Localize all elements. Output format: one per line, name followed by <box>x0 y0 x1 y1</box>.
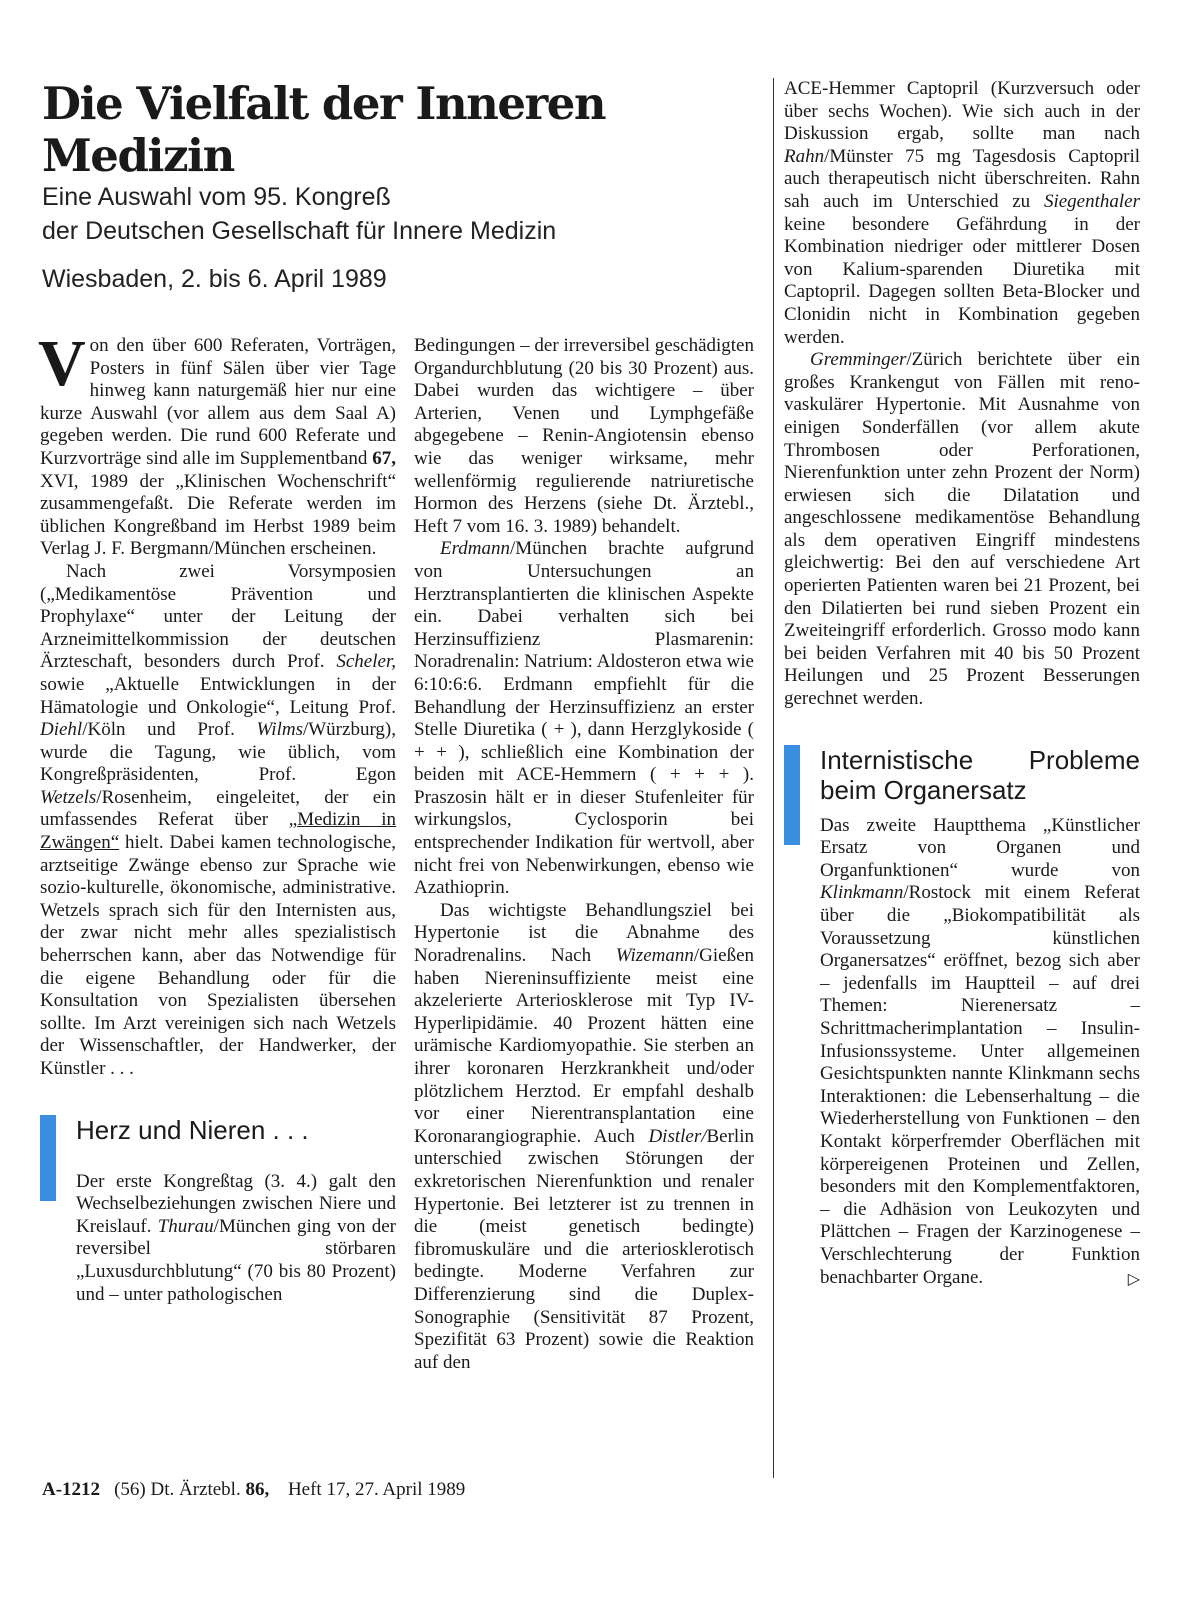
footer-issue: Heft 17, 27. April 1989 <box>287 1479 466 1500</box>
page-footer <box>42 1479 465 1501</box>
talk-title: „Medizin in Zwängen“ <box>40 809 397 854</box>
paragraph: Nach zwei Vorsymposien („Medikamentöse Prävention und Prophylaxe“ unter der Leitung der Arzneimittelkommission der deutschen Ärzteschaft, besonders durch Prof. Scheler, sowie „Aktuelle Entwicklungen in der Hämatologie und Onkologie“, Leitung Prof. Diehl/Köln und Prof. Wilms/Würzburg), wurde die Tagung, wie üblich, vom Kongreßpräsidenten, Prof. Egon Wetzels/Rosenheim, eingeleitet, der ein umfassendes Referat über „Medizin in Zwängen“ hielt. Dabei kamen technologische, arztseitige Zwänge ebenso zur Sprache wie sozio-kulturelle, ökonomische, administrative. Wetzels sprach sich für den Internisten aus, der zwar nicht mehr alles spezialistisch beherrschen kann, aber das Notwendige für die eigene Behandlung oder für die Konsultation von Spezialisten übersehen sollte. Im Arzt vereinigen sich nach Wetzels der Wissenschaftler, der Handwerker, der Künstler . . . <box>40 560 397 1079</box>
person-name: Rahn <box>784 145 825 167</box>
person-name: Gremminger <box>810 349 907 371</box>
section-heading-organersatz <box>784 745 1140 1289</box>
continue-arrow-icon: ▷ <box>1127 1270 1140 1288</box>
person-name: Thurau <box>157 1215 214 1237</box>
person-name: Wilms <box>256 719 303 741</box>
person-name: Distler/ <box>648 1125 707 1147</box>
person-name: Wetzels <box>40 786 97 808</box>
person-name: Wizemann <box>615 945 694 967</box>
accent-bar <box>784 745 800 845</box>
column-2 <box>414 335 754 1374</box>
column-1 <box>38 327 397 1314</box>
paragraph: Bedingungen – der irreversibel geschädigten Organdurchblutung (20 bis 30 Prozent) aus. Dabei wurden das wichtigere – über Arterien, Venen und Lymphgefäße abgegebene – Renin-Angiotensin ebenso wie das weniger wirksame, mehr wellenförmig regulierende natriuretische Hormon des Herzens (siehe Dt. Ärztebl., Heft 7 vom 16. 3. 1989) behandelt. <box>414 335 754 537</box>
paragraph: Erdmann/München brachte aufgrund von Untersuchungen an Herztransplantierten die klinischen Aspekte ein. Dabei verhalten sich bei Herzinsuffizienz Plasmarenin: Noradrenalin: Natrium: Aldosteron etwa wie 6:10:6:6. Erdmann empfiehlt für die Behandlung der Herzinsuffizienz an erster Stelle Diuretika ( + ), dann Herzglykoside ( + + ), schließlich eine Kombination der beiden mit ACE-Hemmern ( + + + ). Praszosin hält er in dieser Stufenleiter für wirkungslos, Cyclosporin bei entsprechender Indikation für wertvoll, aber nicht frei von Nebenwirkungen, ebenso wie Azathioprin. <box>414 538 754 899</box>
paragraph: ACE-Hemmer Captopril (Kurzversuch oder über sechs Wochen). Wie sich auch in der Diskussion ergab, sollte man nach Rahn/Münster 75 mg Tagesdosis Captopril auch therapeutisch nicht überschreiten. Rahn sah auch im Unterschied zu Siegenthaler keine besondere Gefährdung in der Kombination niedriger oder mittlerer Dosen von Kalium-sparenden Diuretika mit Captopril. Dagegen sollten Beta-Blocker und Clonidin nicht in Kombination gegeben werden. <box>784 78 1140 348</box>
page-number: A-1212 <box>42 1479 101 1500</box>
person-name: Scheler, <box>336 651 396 673</box>
paragraph: Von den über 600 Referaten, Vorträgen, Posters in fünf Sälen über vier Tage hinweg kann naturgemäß hier nur eine kurze Auswahl (vor allem aus dem Saal A) gegeben werden. Die rund 600 Referate und Kurzvorträge sind alle im Supplementband 67, XVI, 1989 der „Klinischen Wochenschrift“ zusammengefaßt. Die Referate werden im üblichen Kongreßband im Herbst 1989 beim Verlag J. F. Bergmann/München erscheinen. <box>38 327 397 560</box>
paragraph: Gremminger/Zürich berichtete über ein großes Krankengut von Fällen mit reno-vaskulärer Hypertonie. Mit Ausnahme von einigen Sonderfällen (vor allem akute Thrombosen oder Perforationen, Nierenfunktion unter zehn Prozent der Norm) erwiesen sich die Dilatation und angeschlossene medikamentöse Behandlung als dem operativen Eingriff mindestens gleichwertig: Bei den auf verschiedene Art operierten Patienten waren bei 21 Prozent, bei den Dilatierten bei rund sieben Prozent ein Zweiteingriff erforderlich. Grosso modo kann bei beiden Verfahren mit 40 bis 50 Prozent Heilungen und 25 Prozent Besserungen gerechnet werden. <box>784 349 1140 710</box>
paragraph: Das wichtigste Behandlungsziel bei Hypertonie ist die Abnahme des Noradrenalins. Nach Wizemann/Gießen haben Niereninsuffiziente meist eine akzelerierte Arteriosklerose mit Typ IV-Hyperlipidämie. 40 Prozent hätten eine urämische Kardiomyopathie. Sie sterben an ihrer koronaren Herzkrankheit und/oder plötzlichem Herztod. Er empfahl deshalb vor einer Nierentransplantation eine Koronarangiographie. Auch Distler/Berlin unterschied zwischen Störungen der exkretorischen Nierenfunktion und renaler Hypertonie. Bei letzterer ist zu trennen in die (meist genetisch bedingte) fibromuskuläre und die arteriosklerotisch bedingte. Moderne Verfahren zur Differenzierung sind die Duplex-Sonographie (Sensitivität 87 Prozent, Spezifität 63 Prozent) sowie die Reaktion auf den <box>414 899 755 1373</box>
subtitle-place-date: Wiesbaden, 2. bis 6. April 1989 <box>42 265 387 293</box>
paragraph: Der erste Kongreßtag (3. 4.) galt den Wechselbeziehungen zwischen Niere und Kreislauf. Thurau/München ging von der reversibel störbaren „Luxusdurchblutung“ (70 bis 80 Prozent) und – unter pathologischen <box>76 1170 396 1305</box>
subtitle-line-2: der Deutschen Gesellschaft für Innere Medizin <box>42 217 557 245</box>
column-3 <box>784 78 1140 1297</box>
person-name: Diehl <box>40 719 83 741</box>
article-subtitle <box>42 180 742 296</box>
paragraph: Das zweite Hauptthema „Künstlicher Ersatz von Organen und Organfunktionen“ wurde von Klinkmann/Rostock mit einem Referat über die „Biokompatibilität als Voraussetzung künstlichen Organersatzes“ eröffnet, bezog sich aber – jedenfalls im Hauptteil – auf drei Themen: Nierenersatz – Schrittmacherimplantation – Insulin-Infusionssysteme. Unter allgemeinen Gesichtspunkten nannte Klinkmann sechs Interaktionen: die Lebenserhaltung – die Wiederherstellung von Funktionen – den Kontakt körperfremder Oberflächen mit körpereigenen Proteinen und Zellen, besonders mit den Komplementfaktoren, – die Adhäsion von Leukozyten und Plättchen – Fragen der Karzinogenese –Verschlechterung der Funktion benachbarter Organe. ▷ <box>820 815 1140 1289</box>
subtitle-line-1: Eine Auswahl vom 95. Kongreß <box>42 183 391 211</box>
section-heading-herz-nieren <box>40 1115 396 1307</box>
column-divider <box>773 78 774 1478</box>
article-title: Die Vielfalt der Inneren Medizin <box>42 77 606 182</box>
person-name: Erdmann <box>440 538 511 560</box>
section-heading-text: Herz und Nieren . . . <box>76 1114 309 1145</box>
person-name: Klinkmann <box>820 882 904 904</box>
footer-volume: 86, <box>245 1479 270 1500</box>
accent-bar <box>40 1115 56 1201</box>
drop-cap: V <box>38 327 86 400</box>
section-heading-text: Internistische Probleme beim Organersatz <box>820 744 1140 805</box>
footer-citation: (56) Dt. Ärztebl. <box>114 1479 241 1500</box>
person-name: Siegenthaler <box>1043 190 1140 212</box>
